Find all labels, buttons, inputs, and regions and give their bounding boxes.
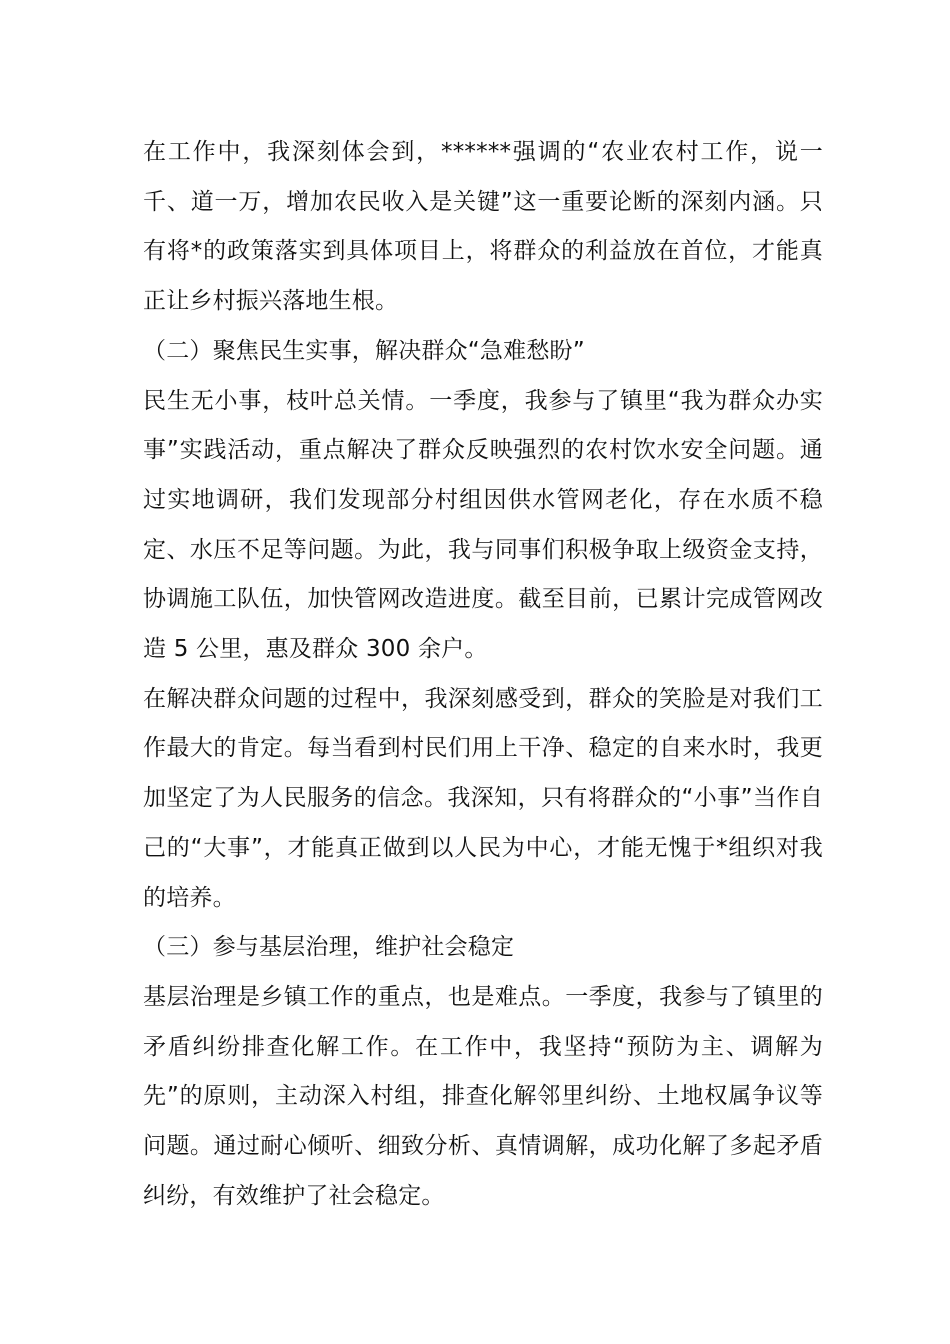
paragraph-governance: 基层治理是乡镇工作的重点，也是难点。一季度，我参与了镇里的矛盾纠纷排查化解工作。在工作中，我坚持“预防为主、调解为先”的原则，主动深入村组，排查化解邻里纠纷、土地权属争议等问题。通过耐心倾听、细致分析、真情调解，成功化解了多起矛盾纠纷，有效维护了社会稳定。 xyxy=(143,983,823,1209)
paragraph-livelihood: 民生无小事，枝叶总关情。一季度，我参与了镇里“我为群众办实事”实践活动，重点解决了群众反映强烈的农村饮水安全问题。通过实地调研，我们发现部分村组因供水管网老化，存在水质不稳定、水压不足等问题。为此，我与同事们积极争取上级资金支持，协调施工队伍，加快管网改造进度。截至目前，已累计完成管网改造 5 公里，惠及群众 300 余户。 xyxy=(143,387,823,663)
paragraph-reflection: 在解决群众问题的过程中，我深刻感受到，群众的笑脸是对我们工作最大的肯定。每当看到村民们用上干净、稳定的自来水时，我更加坚定了为人民服务的信念。我深知，只有将群众的“小事”当作自己的“大事”，才能真正做到以人民为中心，才能无愧于*组织对我的培养。 xyxy=(143,685,823,911)
document-body xyxy=(143,128,823,1221)
paragraph-income-key: 在工作中，我深刻体会到，******强调的“农业农村工作，说一千、道一万，增加农民收入是关键”这一重要论断的深刻内涵。只有将*的政策落实到具体项目上，将群众的利益放在首位，才能真正让乡村振兴落地生根。 xyxy=(143,139,823,315)
section-heading-3: （三）参与基层治理，维护社会稳定 xyxy=(143,934,515,961)
section-heading-2: （二）聚焦民生实事，解决群众“急难愁盼” xyxy=(143,337,585,364)
